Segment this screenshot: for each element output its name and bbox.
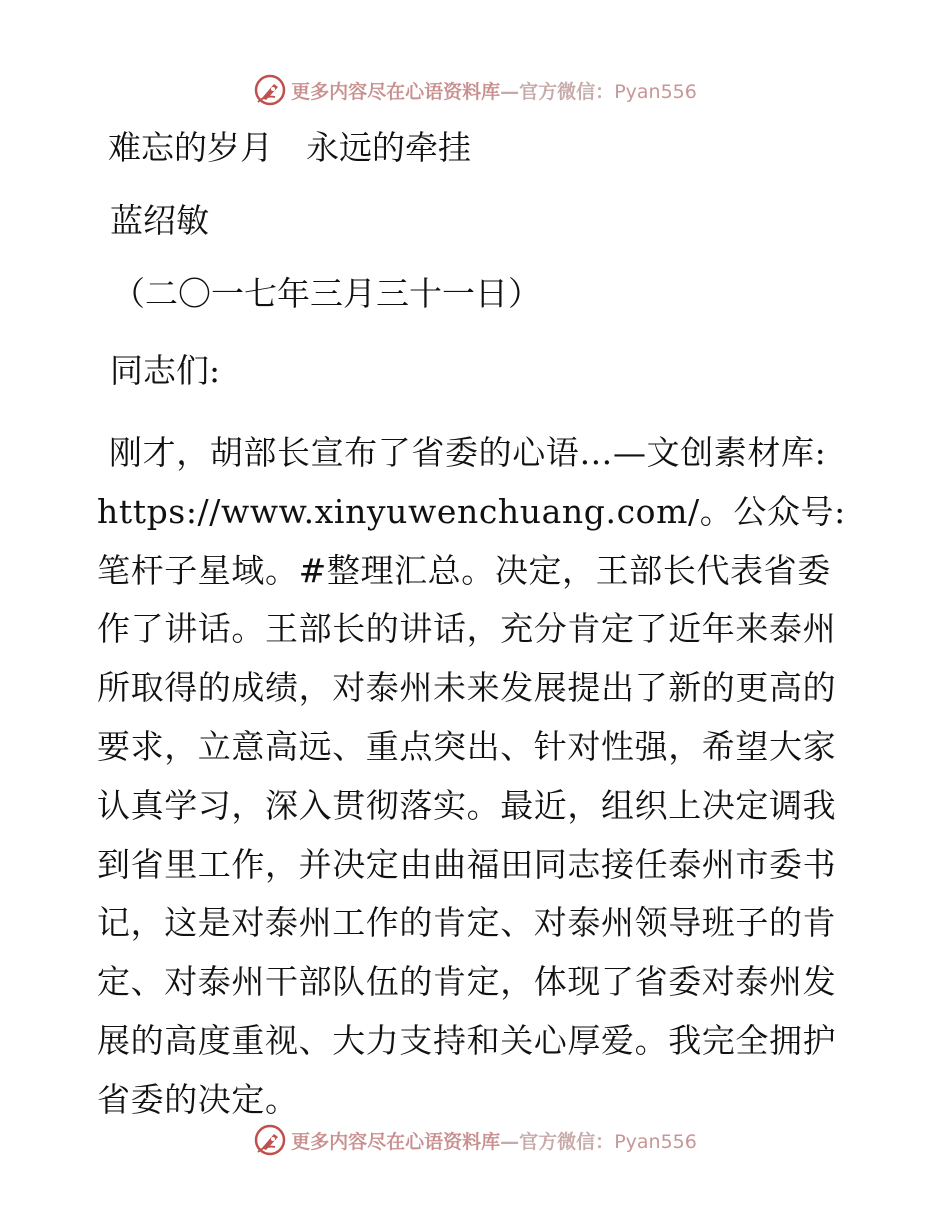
- watermark-text: [291, 1127, 697, 1154]
- pen-nib-logo-icon: [253, 1123, 287, 1157]
- watermark-main-text: 更多内容尽在心语资料库: [291, 1130, 501, 1153]
- watermark-official-text: —官方微信：: [500, 80, 615, 103]
- document-salutation: 同志们:: [110, 351, 221, 390]
- watermark-wechat-id: Pyan556: [614, 1130, 697, 1153]
- watermark-official-text: —官方微信：: [500, 1130, 615, 1153]
- watermark-wechat-id: Pyan556: [614, 80, 697, 103]
- watermark-text: [291, 77, 697, 104]
- document-paragraph: 刚才，胡部长宣布了省委的心语…—文创素材库: https://www.xinyuwenchuang.com/。公众号: 笔杆子星域。#整理汇总。决定，王部长代表省委作了讲话。王部长的讲话，充分肯定了近年来泰州所取得的成绩，对泰州未来发展提出了新的更高的要求，立意高远、重点突出、针对性强，希望大家认真学习，深入贯彻落实。最近，组织上决定调我到省里工作，并决定由曲福田同志接任泰州市委书记，这是对泰州工作的肯定、对泰州领导班子的肯定、对泰州干部队伍的肯定，体现了省委对泰州发展的高度重视、大力支持和关心厚爱。我完全拥护省委的决定。: [97, 433, 846, 1119]
- header-watermark-banner: [0, 70, 950, 110]
- document-title: 难忘的岁月 永远的牵挂: [108, 128, 471, 167]
- document-author: 蓝绍敏: [110, 201, 209, 240]
- footer-watermark-banner: [0, 1120, 950, 1160]
- document-date: （二〇一七年三月三十一日）: [112, 274, 541, 313]
- watermark-main-text: 更多内容尽在心语资料库: [291, 80, 501, 103]
- pen-nib-logo-icon: [253, 73, 287, 107]
